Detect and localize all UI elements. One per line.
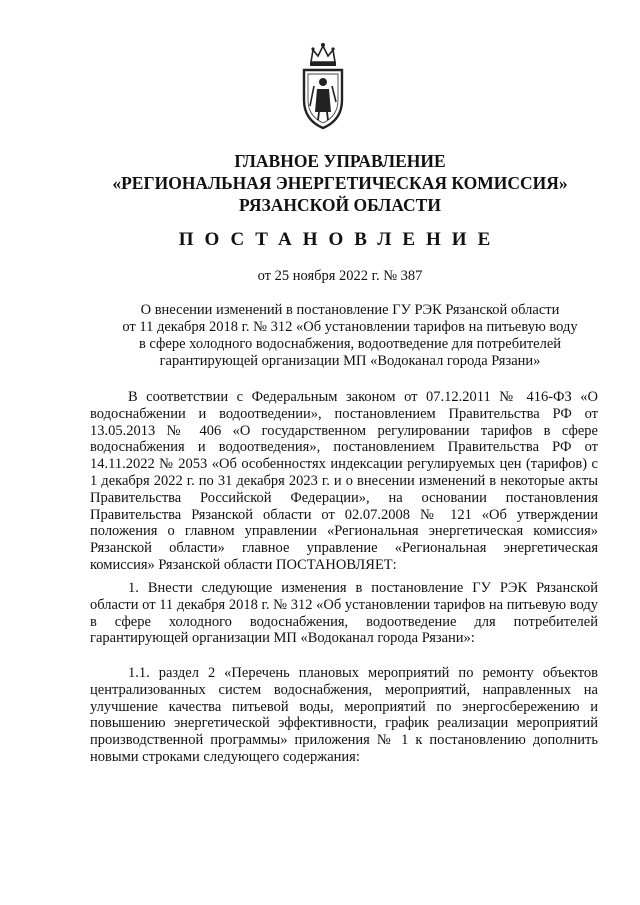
coat-of-arms-icon bbox=[293, 40, 353, 132]
issuing-authority-title bbox=[40, 150, 640, 216]
subject-line-3: в сфере холодного водоснабжения, водоотведение для потребителей bbox=[138, 336, 562, 352]
subject-line-1: О внесении изменений в постановление ГУ РЭК Рязанской области bbox=[140, 302, 560, 318]
org-line-3: РЯЗАНСКОЙ ОБЛАСТИ bbox=[239, 195, 441, 215]
org-line-2: «РЕГИОНАЛЬНАЯ ЭНЕРГЕТИЧЕСКАЯ КОМИССИЯ» bbox=[112, 173, 568, 193]
preamble-text: В соответствии с Федеральным законом от 07.12.2011 № 416-ФЗ «О водоснабжении и водоотведении», постановлением Правительства РФ от 13.05.2013 № 406 «О государственном регулировании тарифов в сфере водоснабжения и водоотведения», постановлением Правительства РФ от 14.11.2022 № 2053 «Об особенностях индексации регулируемых цен (тарифов) с 1 декабря 2022 г. по 31 декабря 2023 г. и о внесении изменений в некоторые акты Правительства Российской Федерации», на основании постановления Правительства Рязанской области от 02.07.2008 № 121 «Об утверждении положения о главном управлении «Региональная энергетическая комиссия» Рязанской области» главное управление «Региональная энергетическая комиссия» Рязанской области ПОСТАНОВЛЯЕТ: bbox=[90, 389, 598, 573]
document-date-number: от 25 ноября 2022 г. № 387 bbox=[257, 268, 423, 284]
org-line-1: ГЛАВНОЕ УПРАВЛЕНИЕ bbox=[234, 151, 446, 171]
subject-line-4: гарантирующей организации МП «Водоканал города Рязани» bbox=[159, 353, 541, 369]
clause-1-1-paragraph bbox=[90, 665, 598, 766]
document-type-heading: ПОСТАНОВЛЕНИЕ bbox=[178, 229, 502, 250]
document-subject bbox=[90, 302, 610, 370]
clause-1-paragraph bbox=[90, 580, 598, 647]
clause-1-text: 1. Внести следующие изменения в постановление ГУ РЭК Рязанской области от 11 декабря 2018 г. № 312 «Об установлении тарифов на питьевую воду в сфере холодного водоснабжения, водоотведение для потребителей гарантирующей организации МП «Водоканал города Рязани»: bbox=[90, 580, 598, 647]
preamble-paragraph bbox=[90, 389, 598, 574]
subject-line-2: от 11 декабря 2018 г. № 312 «Об установлении тарифов на питьевую воду bbox=[122, 319, 578, 335]
clause-1-1-text: 1.1. раздел 2 «Перечень плановых мероприятий по ремонту объектов централизованных систем водоснабжения, мероприятий, направленных на улучшение качества питьевой воды, мероприятий по энергосбережению и повышению энергетической эффективности, график реализации мероприятий производственной программы» приложения № 1 к постановлению дополнить новыми строками следующего содержания: bbox=[90, 665, 598, 765]
